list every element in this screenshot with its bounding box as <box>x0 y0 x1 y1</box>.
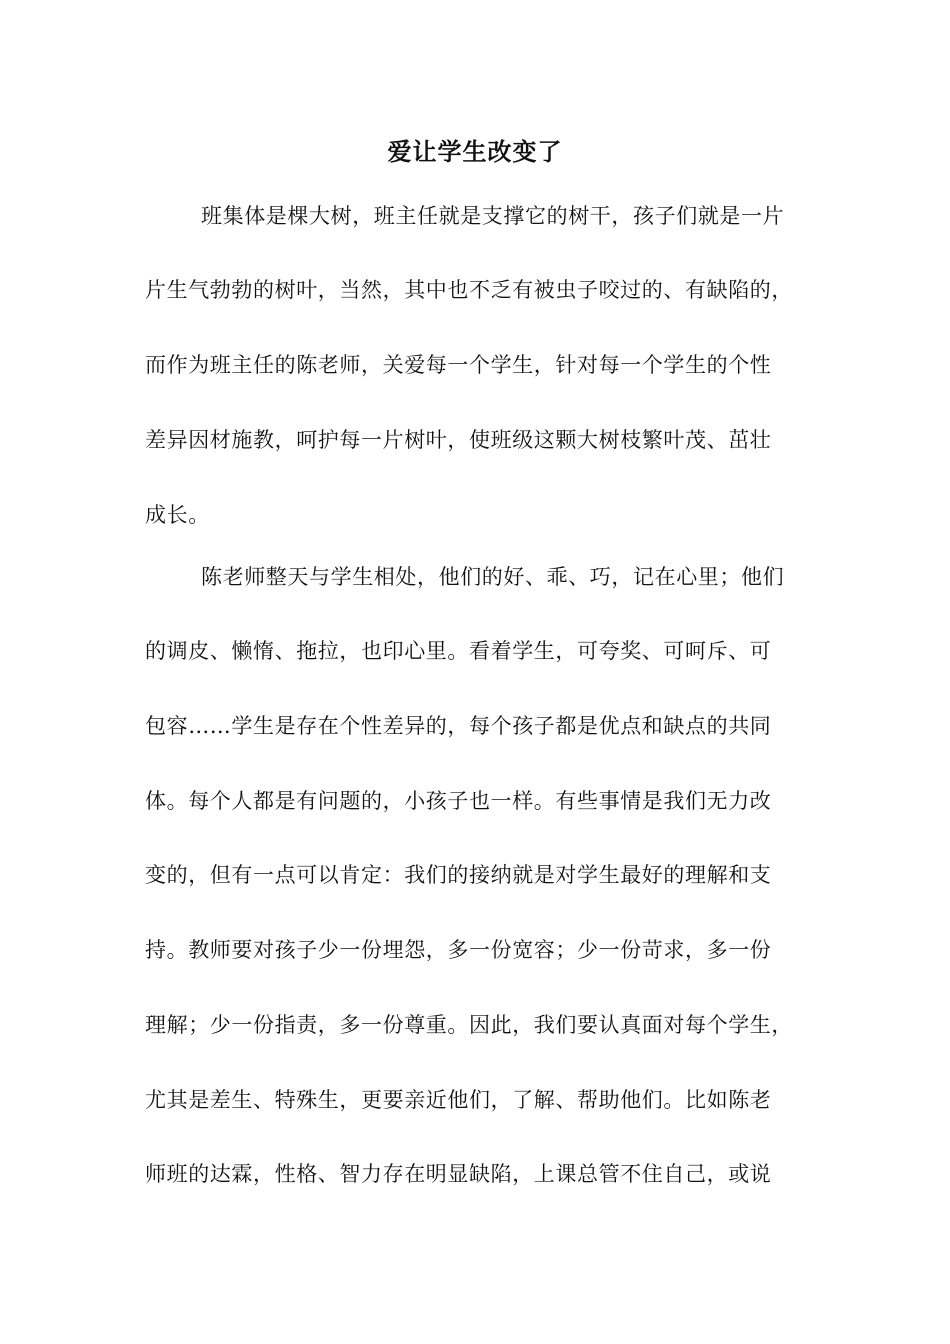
paragraph-1-line-4: 差异因材施教，呵护每一片树叶，使班级这颗大树枝繁叶茂、茁壮 <box>145 428 772 452</box>
paragraph-1-line-5: 成长。 <box>145 503 210 527</box>
paragraph-2-line-1: 陈老师整天与学生相处，他们的好、乖、巧，记在心里；他们 <box>201 565 785 589</box>
paragraph-2-line-3: 包容……学生是存在个性差异的，每个孩子都是优点和缺点的共同 <box>145 714 772 738</box>
paragraph-1-line-3: 而作为班主任的陈老师，关爱每一个学生，针对每一个学生的个性 <box>145 353 772 377</box>
paragraph-2-line-4: 体。每个人都是有问题的，小孩子也一样。有些事情是我们无力改 <box>145 789 772 813</box>
paragraph-2-line-7: 理解；少一份指责，多一份尊重。因此，我们要认真面对每个学生， <box>145 1013 793 1037</box>
paragraph-1-line-1: 班集体是棵大树，班主任就是支撑它的树干，孩子们就是一片 <box>201 204 785 228</box>
paragraph-2-line-8: 尤其是差生、特殊生，更要亲近他们，了解、帮助他们。比如陈老 <box>145 1088 772 1112</box>
document-title: 爱让学生改变了 <box>387 137 563 166</box>
paragraph-2-line-9: 师班的达霖，性格、智力存在明显缺陷，上课总管不住自己，或说 <box>145 1162 772 1186</box>
paragraph-2-line-2: 的调皮、懒惰、拖拉，也印心里。看着学生，可夸奖、可呵斥、可 <box>145 639 772 663</box>
paragraph-1-line-2: 片生气勃勃的树叶，当然，其中也不乏有被虫子咬过的、有缺陷的， <box>145 278 793 302</box>
paragraph-2-line-5: 变的，但有一点可以肯定：我们的接纳就是对学生最好的理解和支 <box>145 863 772 887</box>
paragraph-2-line-6: 持。教师要对孩子少一份埋怨，多一份宽容；少一份苛求，多一份 <box>145 938 772 962</box>
